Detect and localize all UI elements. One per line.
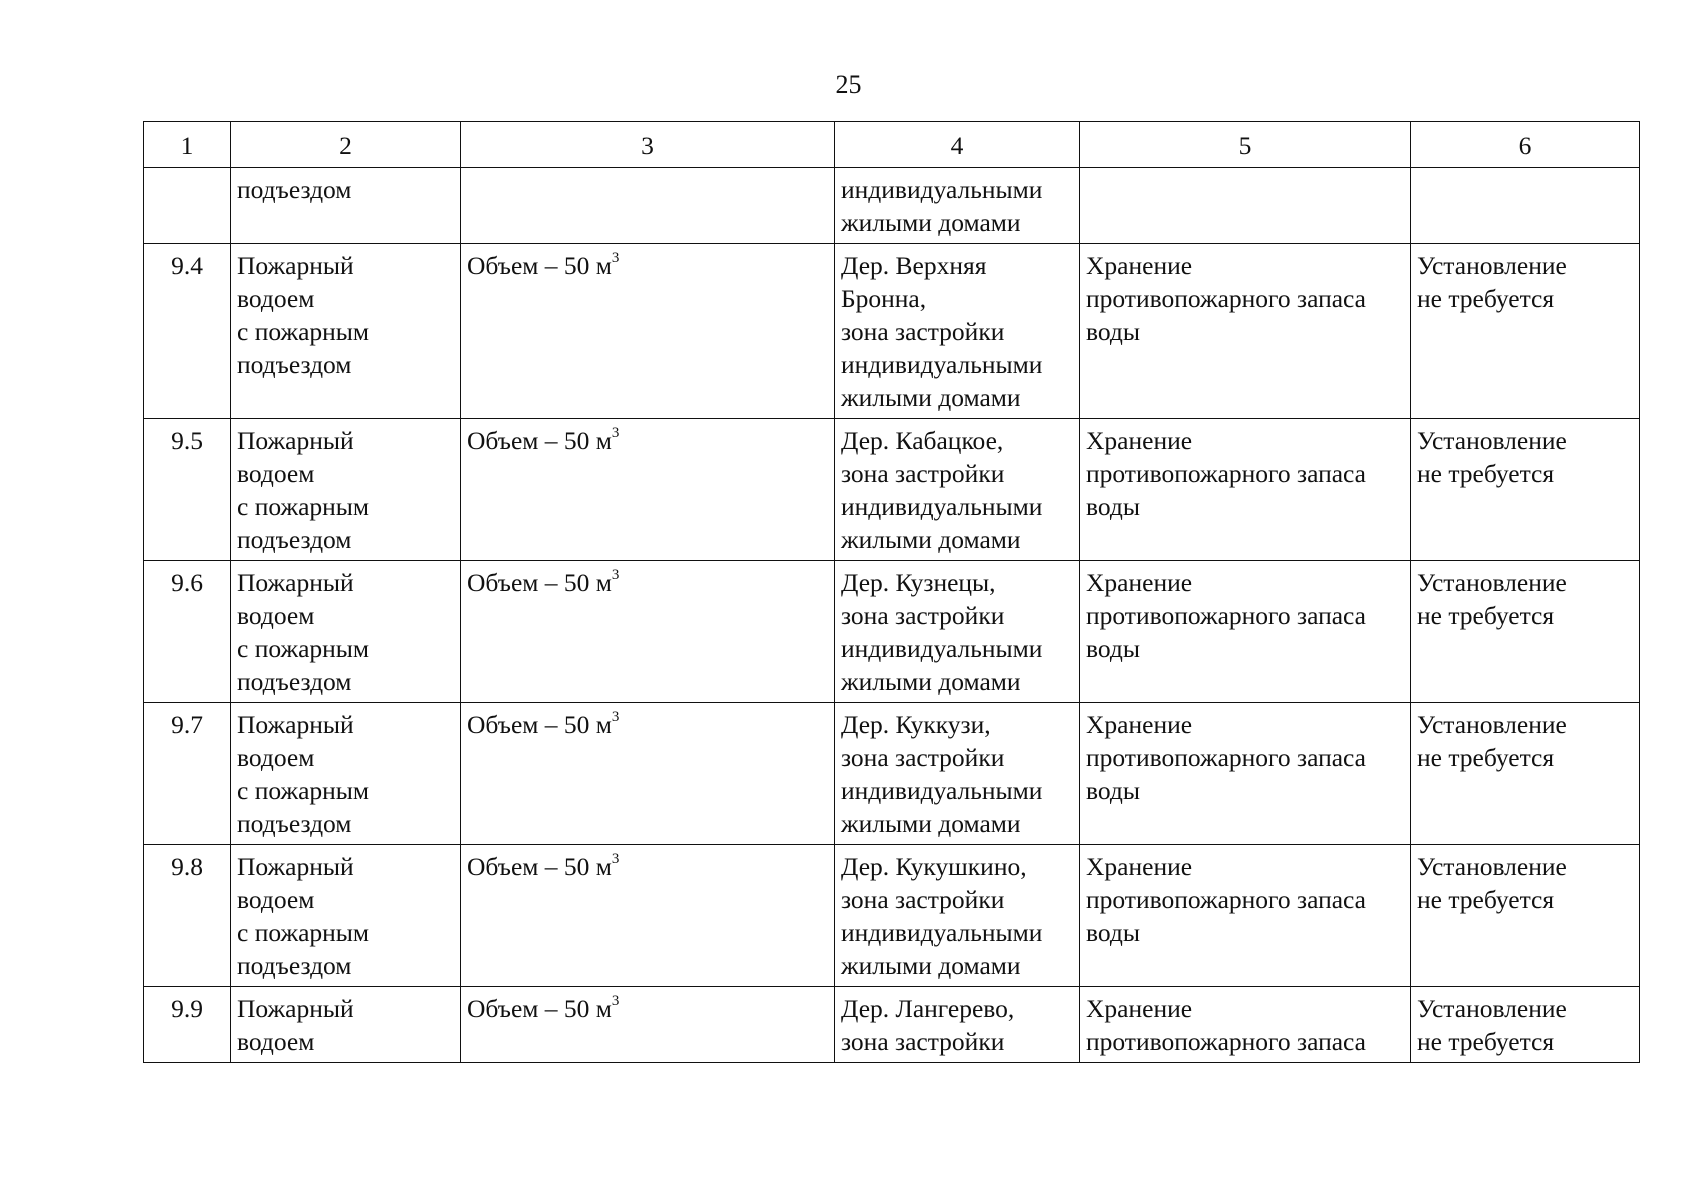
cell-location: Дер. Куккузи, зона застройки индивидуальными жилыми домами bbox=[835, 703, 1080, 845]
cell-location: Дер. Верхняя Бронна, зона застройки индивидуальными жилыми домами bbox=[835, 244, 1080, 419]
cell-num: 9.4 bbox=[144, 244, 231, 419]
cell-name: Пожарный водоем bbox=[231, 987, 461, 1063]
cell-num: 9.6 bbox=[144, 561, 231, 703]
param-superscript: 3 bbox=[611, 249, 620, 266]
objects-table bbox=[143, 121, 1640, 1063]
cell-zone: Установление не требуется bbox=[1411, 987, 1640, 1063]
cell-name: Пожарный водоем с пожарным подъездом bbox=[231, 244, 461, 419]
cell-param bbox=[461, 561, 835, 703]
column-number-6: 6 bbox=[1411, 122, 1640, 168]
param-superscript: 3 bbox=[611, 566, 620, 583]
param-text: Объем – 50 м bbox=[467, 710, 612, 739]
cell-zone: Установление не требуется bbox=[1411, 561, 1640, 703]
cell-name: Пожарный водоем с пожарным подъездом bbox=[231, 561, 461, 703]
cell-name: Пожарный водоем с пожарным подъездом bbox=[231, 845, 461, 987]
table-row bbox=[144, 244, 1640, 419]
table-row bbox=[144, 987, 1640, 1063]
cell-name: Пожарный водоем с пожарным подъездом bbox=[231, 419, 461, 561]
cell-location: Дер. Кузнецы, зона застройки индивидуальными жилыми домами bbox=[835, 561, 1080, 703]
cell-purpose: Хранение противопожарного запаса bbox=[1080, 987, 1411, 1063]
cell-purpose bbox=[1080, 168, 1411, 244]
cell-zone: Установление не требуется bbox=[1411, 703, 1640, 845]
cell-purpose: Хранение противопожарного запаса воды bbox=[1080, 244, 1411, 419]
cell-zone: Установление не требуется bbox=[1411, 845, 1640, 987]
param-text: Объем – 50 м bbox=[467, 994, 612, 1023]
column-number-4: 4 bbox=[835, 122, 1080, 168]
cell-purpose: Хранение противопожарного запаса воды bbox=[1080, 419, 1411, 561]
table-row bbox=[144, 703, 1640, 845]
cell-location: Дер. Кукушкино, зона застройки индивидуальными жилыми домами bbox=[835, 845, 1080, 987]
param-text: Объем – 50 м bbox=[467, 852, 612, 881]
cell-param bbox=[461, 987, 835, 1063]
cell-num: 9.7 bbox=[144, 703, 231, 845]
table-row-continuation bbox=[144, 168, 1640, 244]
cell-param bbox=[461, 703, 835, 845]
cell-param bbox=[461, 244, 835, 419]
cell-location: индивидуальными жилыми домами bbox=[835, 168, 1080, 244]
param-superscript: 3 bbox=[611, 992, 620, 1009]
cell-num: 9.8 bbox=[144, 845, 231, 987]
cell-zone: Установление не требуется bbox=[1411, 244, 1640, 419]
cell-name: подъездом bbox=[231, 168, 461, 244]
column-number-2: 2 bbox=[231, 122, 461, 168]
param-superscript: 3 bbox=[611, 850, 620, 867]
cell-num: 9.9 bbox=[144, 987, 231, 1063]
param-text: Объем – 50 м bbox=[467, 426, 612, 455]
cell-param bbox=[461, 419, 835, 561]
param-superscript: 3 bbox=[611, 424, 620, 441]
column-number-3: 3 bbox=[461, 122, 835, 168]
table-row bbox=[144, 845, 1640, 987]
cell-purpose: Хранение противопожарного запаса воды bbox=[1080, 561, 1411, 703]
column-number-5: 5 bbox=[1080, 122, 1411, 168]
table-header-row bbox=[144, 122, 1640, 168]
cell-num bbox=[144, 168, 231, 244]
table-row bbox=[144, 561, 1640, 703]
cell-location: Дер. Кабацкое, зона застройки индивидуальными жилыми домами bbox=[835, 419, 1080, 561]
column-number-1: 1 bbox=[144, 122, 231, 168]
cell-purpose: Хранение противопожарного запаса воды bbox=[1080, 845, 1411, 987]
cell-num: 9.5 bbox=[144, 419, 231, 561]
cell-location: Дер. Лангерево, зона застройки bbox=[835, 987, 1080, 1063]
param-superscript: 3 bbox=[611, 708, 620, 725]
cell-param bbox=[461, 168, 835, 244]
cell-param bbox=[461, 845, 835, 987]
cell-zone bbox=[1411, 168, 1640, 244]
page-number: 25 bbox=[835, 70, 862, 99]
table-row bbox=[144, 419, 1640, 561]
cell-zone: Установление не требуется bbox=[1411, 419, 1640, 561]
cell-purpose: Хранение противопожарного запаса воды bbox=[1080, 703, 1411, 845]
cell-name: Пожарный водоем с пожарным подъездом bbox=[231, 703, 461, 845]
param-text: Объем – 50 м bbox=[467, 568, 612, 597]
param-text: Объем – 50 м bbox=[467, 251, 612, 280]
